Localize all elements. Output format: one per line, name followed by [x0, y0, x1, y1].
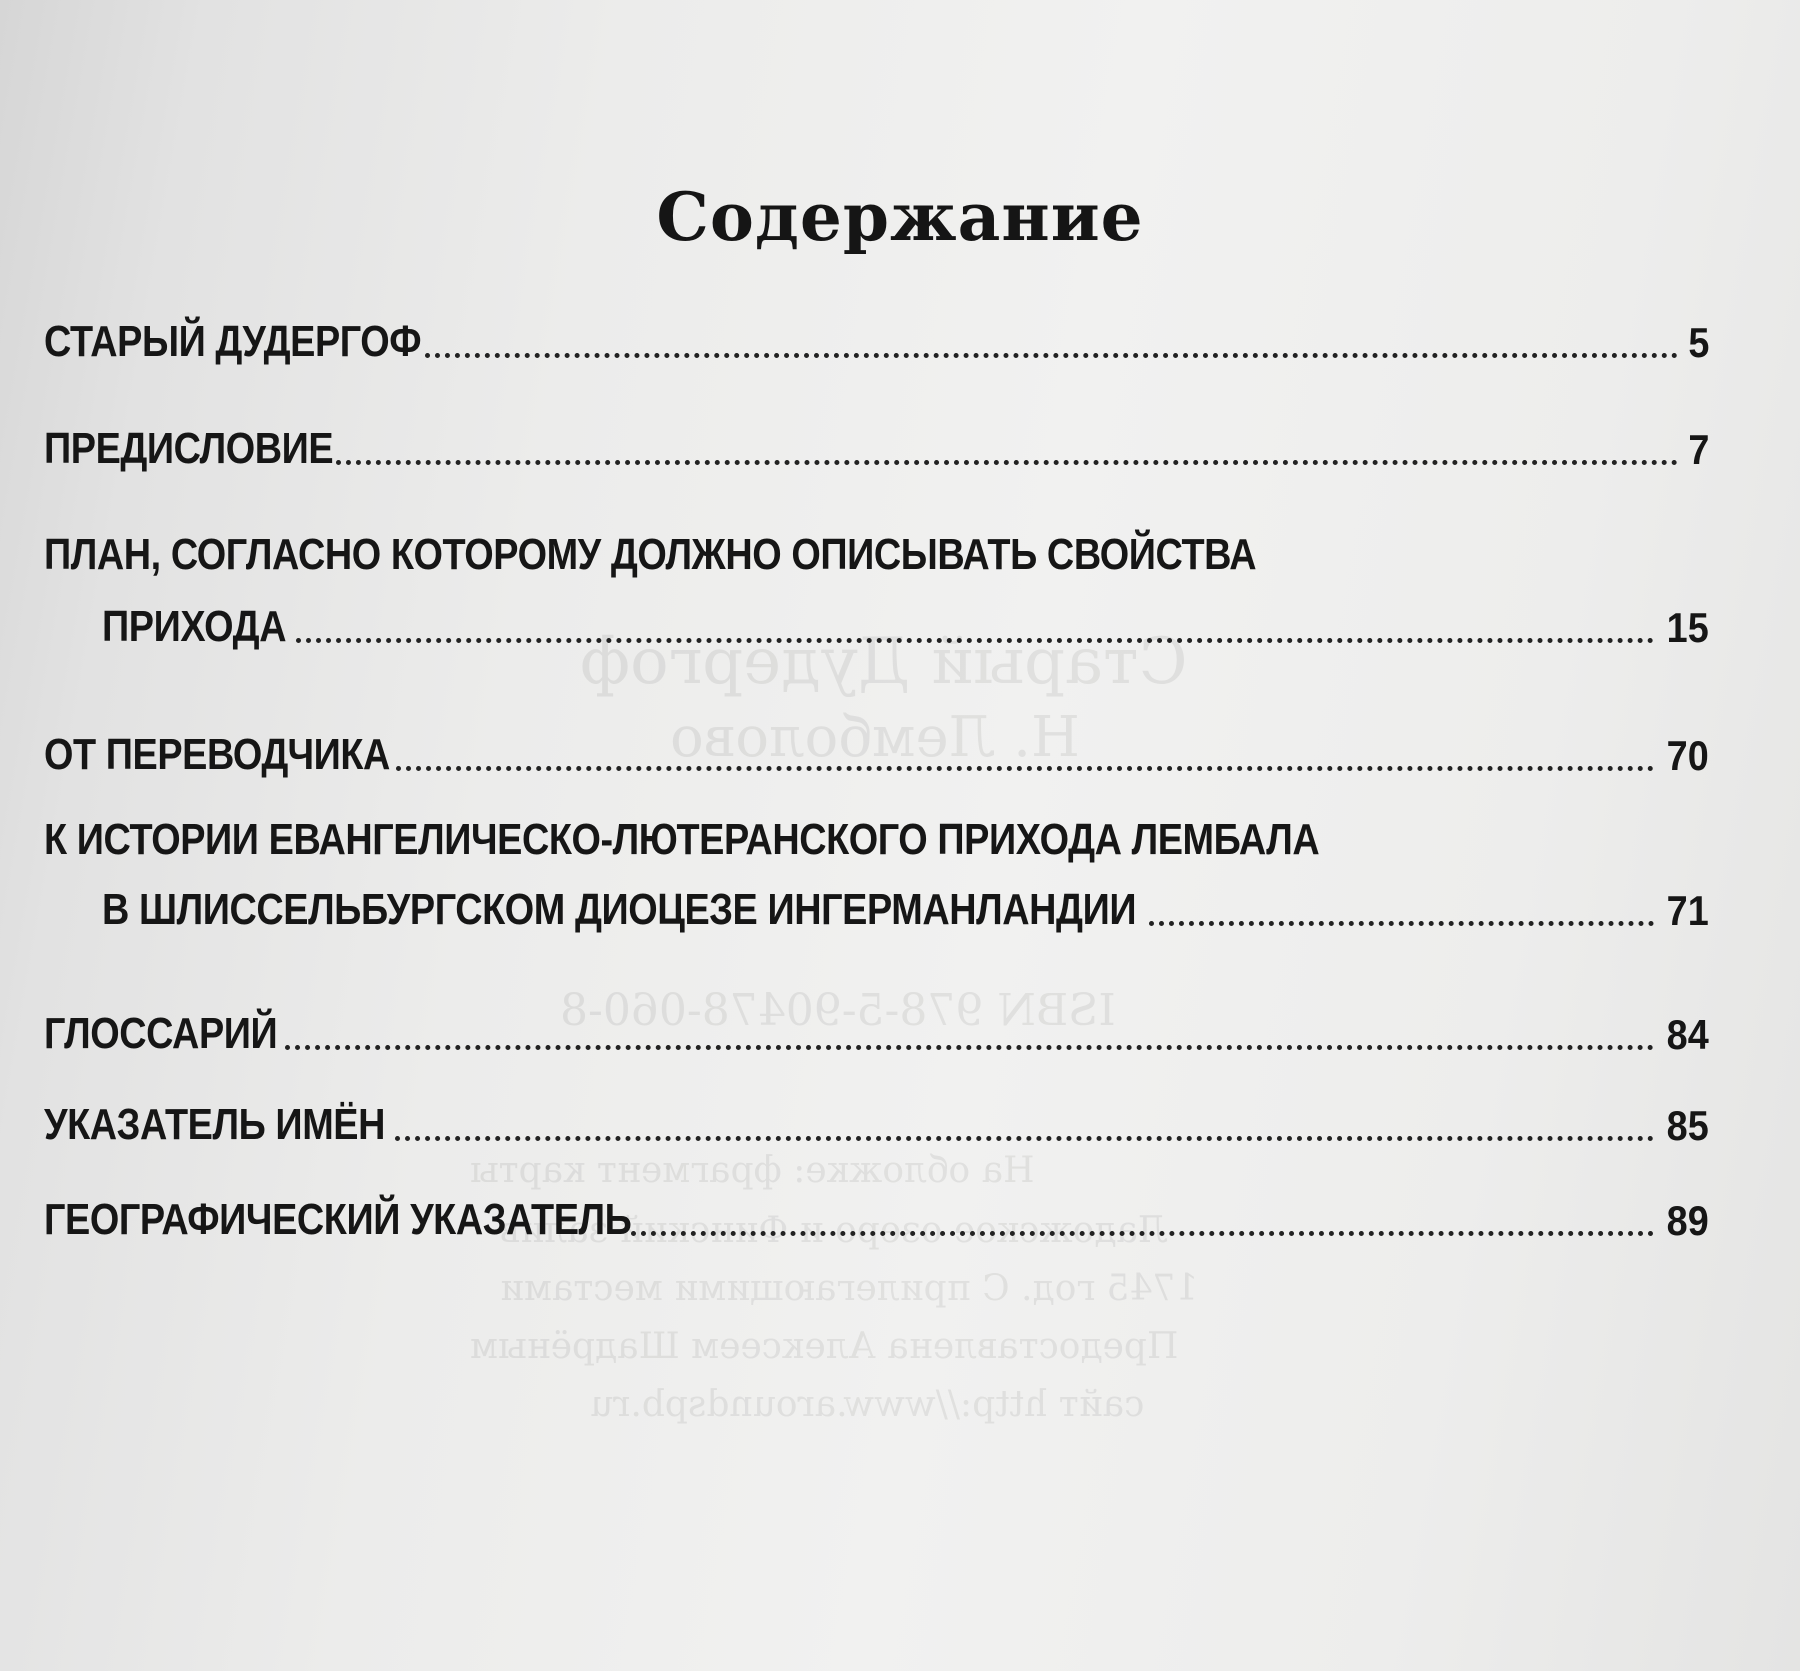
toc-entry [44, 730, 1709, 779]
toc-entry [44, 815, 1709, 934]
toc-page-number: 7 [1687, 426, 1709, 473]
toc-page-number: 15 [1666, 604, 1709, 651]
show-through-text: Н. Лемболово [670, 705, 1080, 770]
toc-entry-label: В ШЛИССЕЛЬБУРГСКОМ ДИОЦЕЗЕ ИНГЕРМАНЛАНДИИ [102, 885, 1137, 934]
toc-page-number: 85 [1666, 1102, 1709, 1149]
toc-entry-row [44, 317, 1709, 366]
dot-leader [336, 460, 1677, 465]
dot-leader [296, 638, 1654, 643]
dot-leader [396, 766, 1654, 771]
dot-leader [425, 353, 1678, 358]
show-through-text: Предоставлена Алексеем Шадрёным [470, 1326, 1179, 1367]
toc-entry-row [44, 1195, 1709, 1244]
show-through-text: Старый Дудергоф [580, 625, 1188, 699]
show-through-text: Ладожское озеро и Финский залив [500, 1210, 1168, 1251]
show-through-text: ISBN 978-5-90478-060-8 [560, 985, 1116, 1036]
toc-entry-label-line1: К ИСТОРИИ ЕВАНГЕЛИЧЕСКО-ЛЮТЕРАНСКОГО ПРИХОДА ЛЕМБАЛА [44, 815, 1320, 864]
toc-entry-row [44, 602, 1709, 651]
page-title: Содержание [656, 178, 1144, 256]
toc-entry-label: СТАРЫЙ ДУДЕРГОФ [44, 317, 422, 366]
toc-entry [44, 1100, 1709, 1149]
dot-leader [631, 1231, 1654, 1236]
toc-entry-row [44, 1100, 1709, 1149]
toc-entry-label: ГЕОГРАФИЧЕСКИЙ УКАЗАТЕЛЬ [44, 1195, 632, 1244]
toc-page-number: 5 [1687, 319, 1709, 366]
show-through-text: На обложке: фрагмент карты [470, 1150, 1035, 1191]
toc-entry [44, 424, 1709, 473]
toc-entry [44, 317, 1709, 366]
dot-leader [395, 1136, 1655, 1141]
dot-leader [1149, 921, 1654, 926]
dot-leader [285, 1045, 1654, 1050]
toc-entry-label: ГЛОССАРИЙ [44, 1009, 278, 1058]
show-through-text: 1745 год. С прилегающими местами [500, 1268, 1199, 1309]
toc-entry-row [44, 730, 1709, 779]
toc-page-number: 70 [1666, 732, 1709, 779]
toc-page-number: 71 [1666, 887, 1709, 934]
toc-entry-label-line1: ПЛАН, СОГЛАСНО КОТОРОМУ ДОЛЖНО ОПИСЫВАТЬ СВОЙСТВА [44, 530, 1257, 579]
toc-entry [44, 1195, 1709, 1244]
toc-entry-row [44, 424, 1709, 473]
toc-entry-label: УКАЗАТЕЛЬ ИМЁН [44, 1100, 386, 1149]
toc-entry-row [44, 885, 1709, 934]
toc-page-number: 89 [1666, 1197, 1709, 1244]
toc-entry-label: ПРЕДИСЛОВИЕ [44, 424, 334, 473]
show-through-text: сайт http://www.aroundspb.ru [590, 1384, 1145, 1425]
toc-entry-label: ОТ ПЕРЕВОДЧИКА [44, 730, 390, 779]
toc-entry-label: ПРИХОДА [102, 602, 287, 651]
toc-entry [44, 530, 1709, 651]
toc-page-number: 84 [1666, 1011, 1709, 1058]
